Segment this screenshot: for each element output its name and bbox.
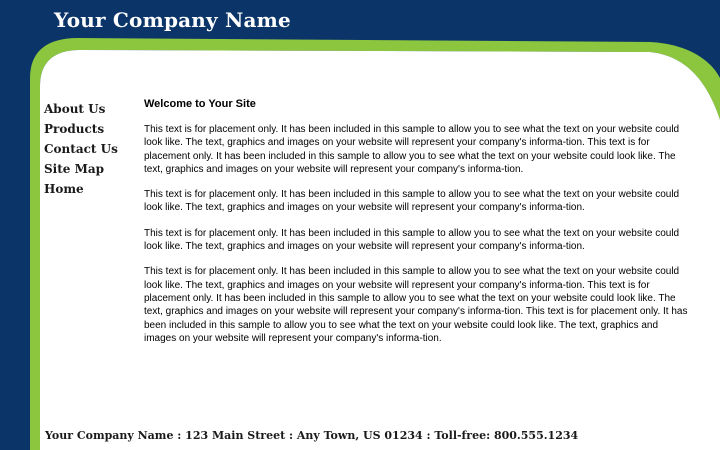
main-content: [144, 98, 689, 357]
company-name-logo[interactable]: Your Company Name: [54, 8, 291, 32]
nav-item-contact-us[interactable]: Contact Us: [44, 142, 118, 156]
nav-item-site-map[interactable]: Site Map: [44, 162, 105, 176]
sidebar-nav: [44, 99, 118, 199]
nav-item-about-us[interactable]: About Us: [44, 102, 106, 116]
footer-address: Your Company Name : 123 Main Street : Any Town, US 01234 : Toll-free: 800.555.1234: [45, 429, 579, 442]
body-paragraph: This text is for placement only. It has been included in this sample to allow you to see what the text on your website could look like. The text, graphics and images on your website will represent your company's informa-tion. This text is for placement only. It has been included in this sample to allow you to see what the text on your website could look like. The text, graphics and images on your website will represent your company's informa-tion. This text is for placement only. It has been included in this sample to allow you to see what the text on your website could look like. The text, graphics and images on your website will represent your company's informa-tion.: [144, 266, 688, 344]
nav-item-products[interactable]: Products: [44, 122, 105, 136]
body-paragraph: This text is for placement only. It has been included in this sample to allow you to see what the text on your website could look like. The text, graphics and images on your website will represent your company's informa-tion. This text is for placement only. It has been included in this sample to allow you to see what the text on your website could look like. The text, graphics and images on your website will represent your company's informa-tion.: [144, 124, 680, 175]
page-heading: Welcome to Your Site: [144, 98, 256, 110]
nav-item-home[interactable]: Home: [44, 182, 84, 196]
body-paragraph: This text is for placement only. It has been included in this sample to allow you to see what the text on your website could look like. The text, graphics and images on your website will represent your company's informa-tion.: [144, 189, 680, 214]
body-paragraph: This text is for placement only. It has been included in this sample to allow you to see what the text on your website could look like. The text, graphics and images on your website will represent your company's informa-tion.: [144, 227, 680, 253]
